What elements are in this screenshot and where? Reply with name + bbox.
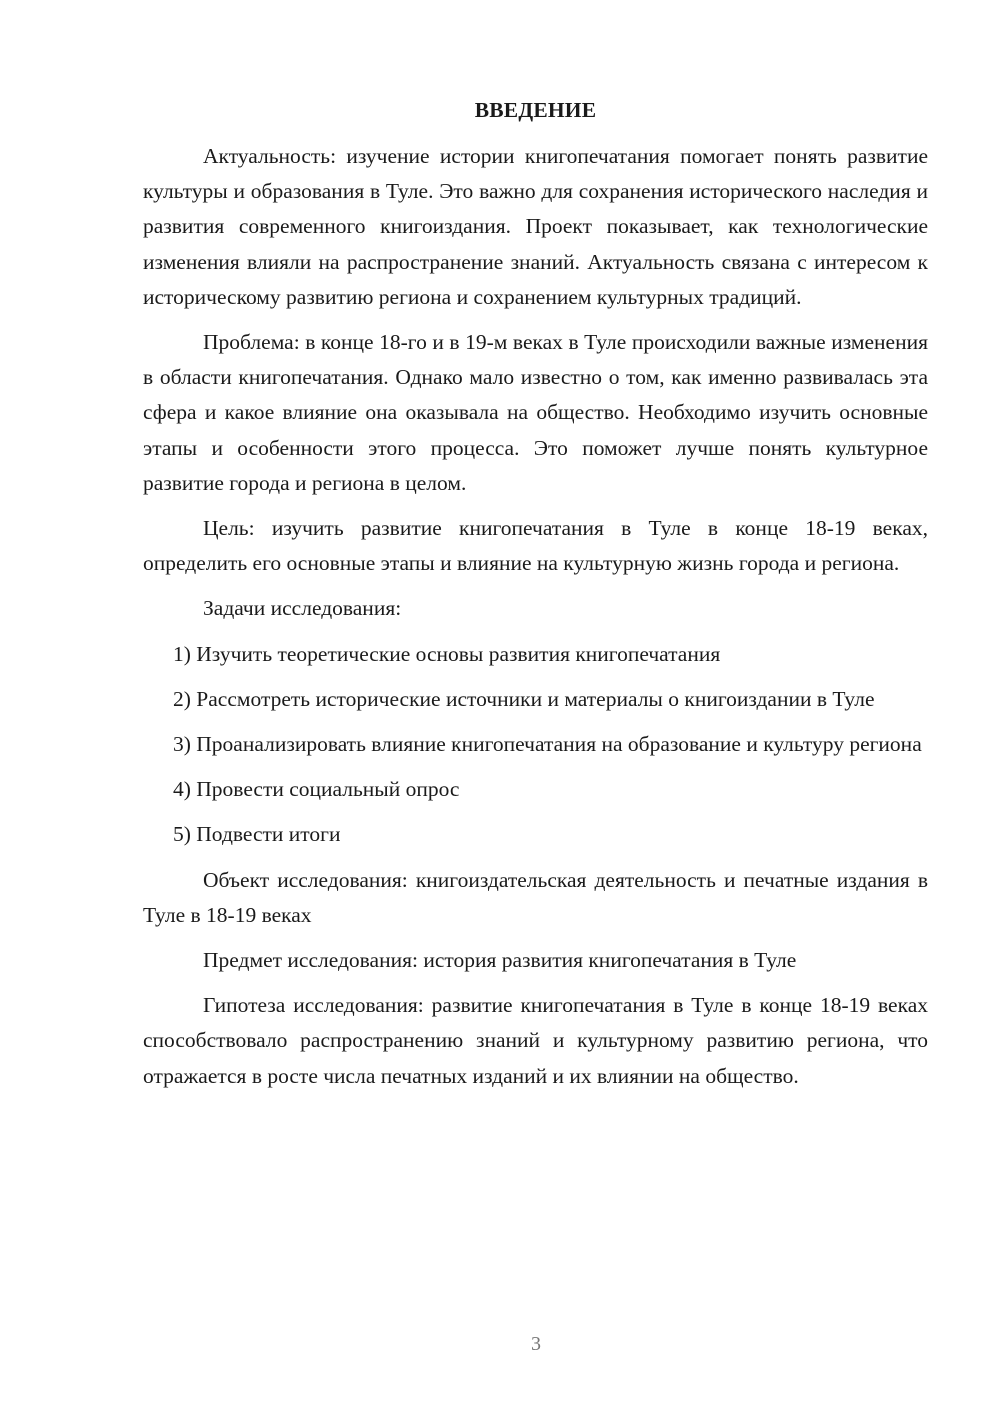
task-item-3: 3) Проанализировать влияние книгопечатания на образование и культуру региона [173, 732, 922, 757]
task-item-1: 1) Изучить теоретические основы развития книгопечатания [173, 641, 721, 666]
page-number: 3 [531, 1333, 541, 1355]
task-item-5: 5) Подвести итоги [173, 822, 341, 847]
document-page [143, 95, 928, 1104]
paragraph-problem: Проблема: в конце 18-го и в 19-м веках в Туле происходили важные изменения в области книгопечатания. Однако мало известно о том, как именно развивалась эта сфера и какое влияние она оказывала на общество. Необходимо изучить основные этапы и особенности этого процесса. Это поможет лучше понять культурное развитие города и региона в целом. [143, 330, 928, 495]
task-item-4: 4) Провести социальный опрос [173, 777, 460, 802]
paragraph-subject: Предмет исследования: история развития книгопечатания в Туле [203, 948, 797, 973]
paragraph-goal: Цель: изучить развитие книгопечатания в Туле в конце 18-19 веках, определить его основные этапы и влияние на культурную жизнь города и региона. [143, 516, 928, 576]
page-title: ВВЕДЕНИЕ [474, 98, 597, 122]
paragraph-hypothesis: Гипотеза исследования: развитие книгопечатания в Туле в конце 18-19 веках способствовало распространению знаний и культурному развитию региона, что отражается в росте числа печатных изданий и их влиянии на общество. [143, 993, 928, 1088]
paragraph-object: Объект исследования: книгоиздательская деятельность и печатные издания в Туле в 18-19 веках [143, 867, 928, 927]
task-item-2: 2) Рассмотреть исторические источники и материалы о книгоиздании в Туле [173, 686, 875, 711]
paragraph-tasks-heading: Задачи исследования: [203, 596, 402, 621]
paragraph-relevance: Актуальность: изучение истории книгопечатания помогает понять развитие культуры и образования в Туле. Это важно для сохранения исторического наследия и развития современного книгоиздания. Проект показывает, как технологические изменения влияли на распространение знаний. Актуальность связана с интересом к историческому развитию региона и сохранением культурных традиций. [143, 144, 928, 309]
